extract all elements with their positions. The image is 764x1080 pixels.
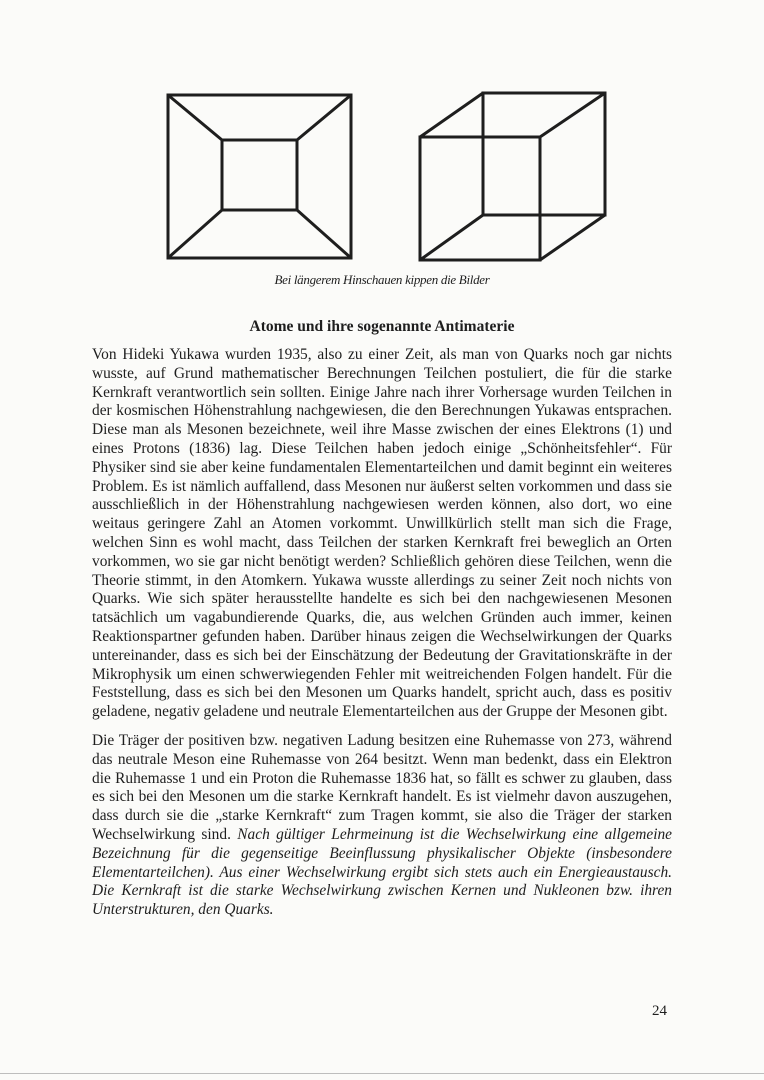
page-number: 24 [652, 1003, 667, 1019]
left-cube-figure [168, 95, 351, 258]
paragraph-1: Von Hideki Yukawa wurden 1935, also zu einer Zeit, als man von Quarks noch gar nichts wusste, auf Grund mathematischer Berechnungen Teilchen postuliert, die für die starke Kernkraft verantwortlich sein sollten. Einige Jahre nach ihrer Vorhersage wurden Teilchen in der kosmischen Höhenstrahlung nachgewiesen, die den Berechnungen Yukawas entsprachen. Diese man als Mesonen bezeichnete, weil ihre Masse zwischen der eines Elektrons (1) und eines Protons (1836) lag. Diese Teilchen haben jedoch einige „Schönheitsfehler“. Für Physiker sind sie aber keine fundamentalen Elementarteilchen und damit beginnt ein weiteres Problem. Es ist nämlich auffallend, dass Mesonen nur äußerst selten vorkommen und dass sie ausschließlich in der Höhenstrahlung nachgewiesen werden können, also dort, wo eine weitaus geringere Zahl an Atomen vorkommt. Unwillkürlich stellt man sich die Frage, welchen Sinn es wohl macht, dass Teilchen der starken Kernkraft frei beweglich an Orten vorkommen, wo sie gar nicht benötigt werden? Schließlich gehören diese Teilchen, wenn die Theorie stimmt, in den Atomkern. Yukawa wusste allerdings zu seiner Zeit noch nichts von Quarks. Wie sich später herausstellte handelte es sich bei den nachgewiesenen Mesonen tatsächlich um vagabundierende Quarks, die, aus welchen Gründen auch immer, keinen Reaktionspartner gefunden haben. Darüber hinaus zeigen die Wechselwirkungen der Quarks untereinander, dass es sich bei der Einschätzung der Bedeutung der Gravitationskräfte in der Mikrophysik um einen schwerwiegenden Fehler mit weitreichenden Folgen handelt. Für die Feststellung, dass es sich bei den Mesonen um Quarks handelt, spricht auch, dass es positiv geladene, negativ geladene und neutrale Elementarteilchen aus der Gruppe der Mesonen gibt. [92, 346, 672, 721]
bottom-scan-edge [0, 1073, 764, 1074]
figure-caption: Bei längerem Hinschauen kippen die Bilder [274, 272, 490, 287]
section-heading: Atome und ihre sogenannte Antimaterie [249, 318, 515, 335]
right-cube-figure [420, 93, 605, 260]
paragraph-2 [92, 732, 672, 920]
paragraph-2-italic-text: Nach gültiger Lehrmeinung ist die Wechselwirkung eine allgemeine Bezeichnung für die gegenseitige Beeinflussung physikalischer Objekte (insbesondere Elementarteilchen). Aus einer Wechselwirkung ergibt sich stets auch ein Energieaustausch. Die Kernkraft ist die starke Wechselwirkung zwischen Kernen und Nukleonen bzw. ihren Unterstrukturen, den Quarks. [92, 825, 672, 919]
body-text [92, 346, 672, 920]
necker-cube-figures [0, 0, 764, 300]
paragraph-2-normal-text: Die Träger der positiven bzw. negativen Ladung besitzen eine Ruhemasse von 273, während das neutrale Meson eine Ruhemasse von 264 besitzt. Wenn man bedenkt, dass ein Elektron die Ruhemasse 1 und ein Proton die Ruhemasse 1836 hat, so fällt es schwer zu glauben, dass es sich bei den Mesonen um die starke Kernkraft handelt. Es ist vielmehr davon auszugehen, dass durch sie die „starke Kernkraft“ zum Tragen kommt, sie also die Träger der starken Wechselwirkung sind. [92, 731, 672, 843]
